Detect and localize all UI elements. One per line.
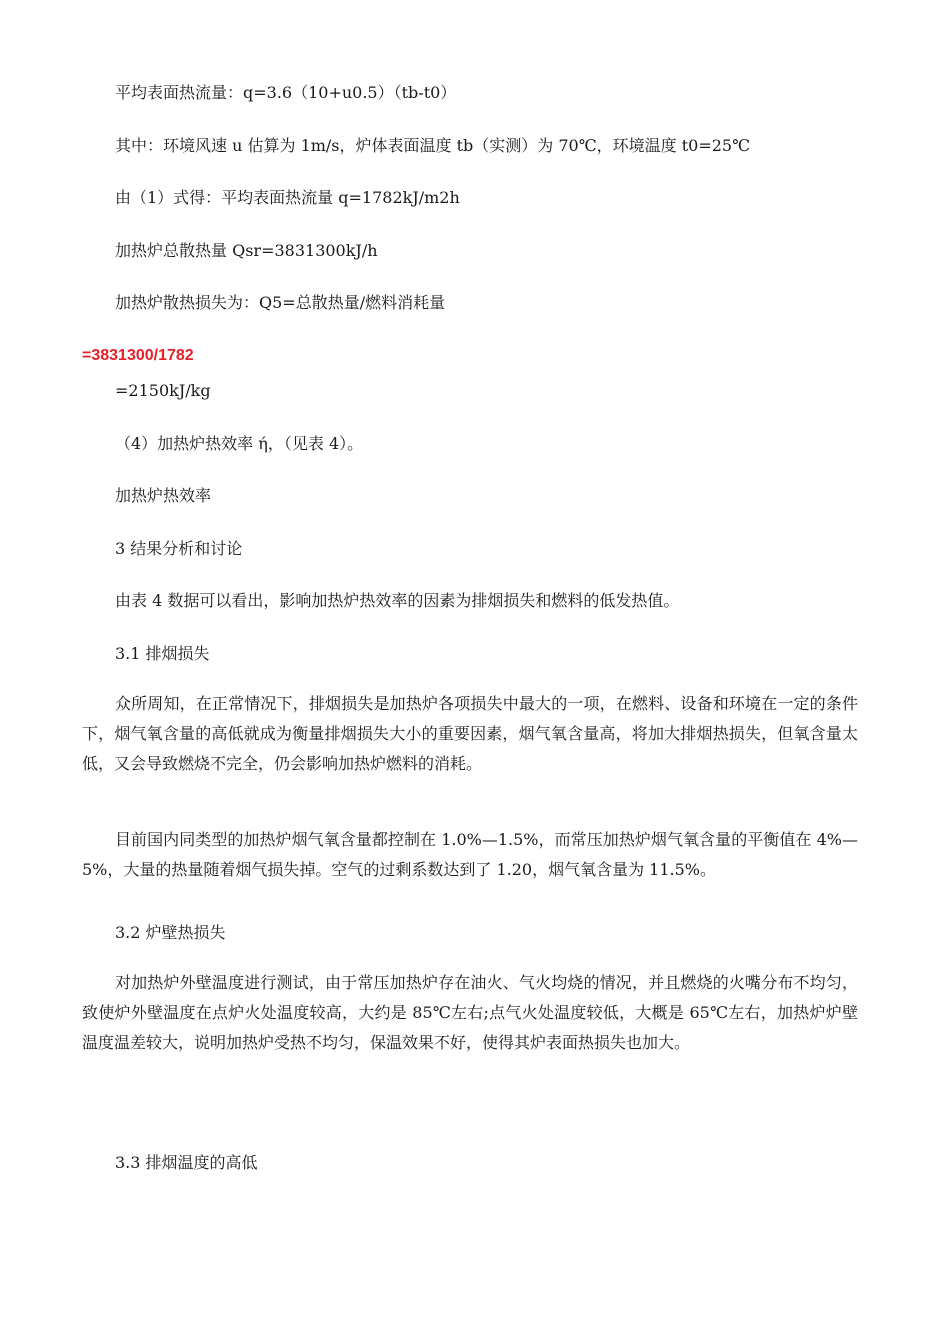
text-section-3-summary: 由表 4 数据可以看出，影响加热炉热效率的因素为排烟损失和燃料的低发热值。 xyxy=(115,591,680,610)
text-efficiency: 加热炉热效率 xyxy=(115,486,212,505)
text-efficiency-item: （4）加热炉热效率 ή，（见表 4）。 xyxy=(115,434,364,453)
paragraph-oxygen-content: 目前国内同类型的加热炉烟气氧含量都控制在 1.0%—1.5%，而常压加热炉烟气氧含量的平衡值在 4%—5%，大量的热量随着烟气损失掉。空气的过剩系数达到了 1.20，烟气氧含量为 11.5%。 xyxy=(82,830,858,879)
heading-section-3-2: 3.2 炉壁热损失 xyxy=(115,923,226,942)
text-conditions: 其中：环境风速 u 估算为 1m/s，炉体表面温度 tb（实测）为 70℃，环境温度 t0=25℃ xyxy=(115,136,750,155)
heading-section-3-3: 3.3 排烟温度的高低 xyxy=(115,1153,258,1172)
text-heat-loss: 加热炉散热损失为：Q5=总散热量/燃料消耗量 xyxy=(115,293,446,312)
text-total-heat: 加热炉总散热量 Qsr=3831300kJ/h xyxy=(115,241,378,260)
formula-heat-flux: 平均表面热流量：q=3.6（10+u0.5）（tb-t0） xyxy=(115,83,457,102)
text-result-value: =2150kJ/kg xyxy=(115,381,211,400)
paragraph-wall-loss: 对加热炉外壁温度进行测试，由于常压加热炉存在油火、气火均烧的情况，并且燃烧的火嘴分布不均匀，致使炉外壁温度在点炉火处温度较高，大约是 85℃左右;点气火处温度较低，大概是 65℃左右，加热炉炉壁温度温差较大，说明加热炉受热不均匀，保温效果不好，使得其炉表面热损失也加大。 xyxy=(82,973,858,1052)
paragraph-exhaust-loss: 众所周知，在正常情况下，排烟损失是加热炉各项损失中最大的一项，在燃料、设备和环境在一定的条件下，烟气氧含量的高低就成为衡量排烟损失大小的重要因素，烟气氧含量高，将加大排烟热损失，但氧含量太低，又会导致燃烧不完全，仍会影响加热炉燃料的消耗。 xyxy=(82,694,858,773)
heading-section-3-1: 3.1 排烟损失 xyxy=(115,644,210,663)
heading-section-3: 3 结果分析和讨论 xyxy=(115,539,243,558)
red-calculation: =3831300/1782 xyxy=(82,347,194,364)
text-heat-flux-result: 由（1）式得：平均表面热流量 q=1782kJ/m2h xyxy=(115,188,460,207)
